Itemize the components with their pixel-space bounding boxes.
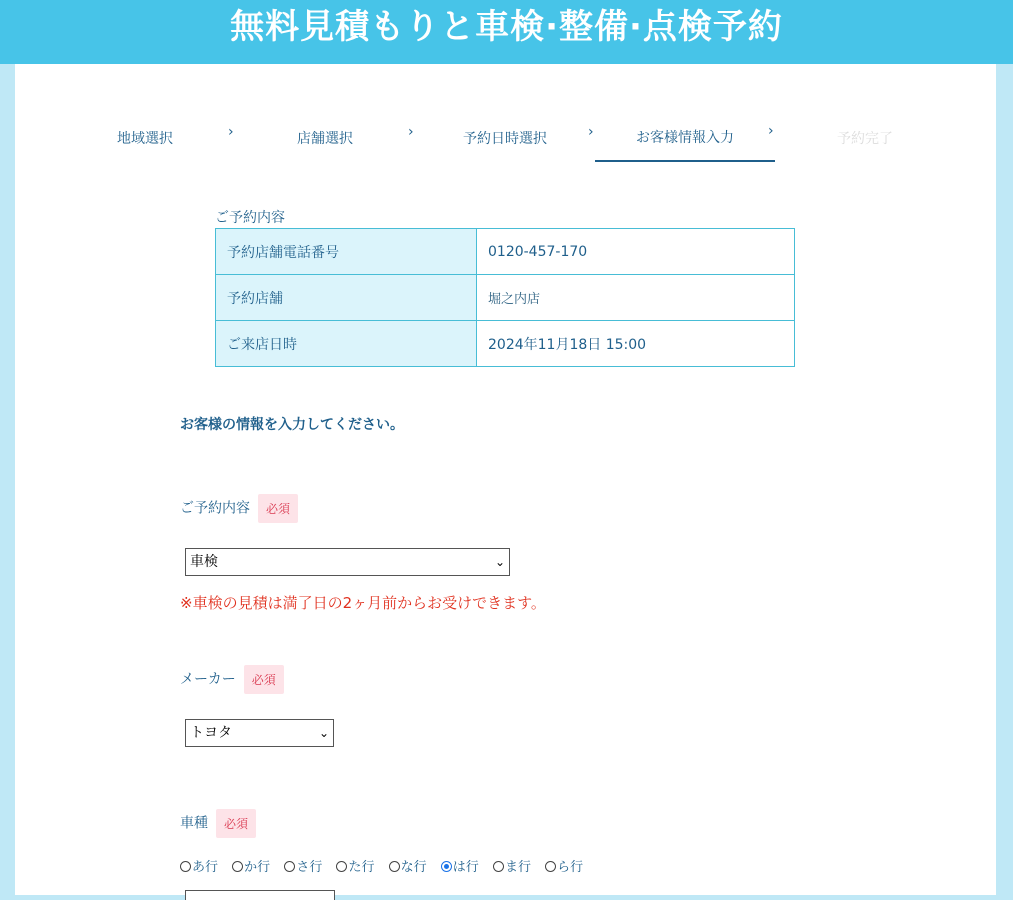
reservation-datetime-value: 2024年11月18日 15:00 [477,321,795,367]
reservation-type-label-text: ご予約内容 [180,500,250,517]
kana-radio-ha[interactable]: は行 [441,856,479,875]
chevron-down-icon: ⌄ [318,726,329,740]
radio-icon [545,861,556,872]
step-customer-info: お客様情報入力 [636,130,734,146]
step-store: 店舗選択 [297,131,353,147]
table-row [216,275,795,321]
table-row [216,321,795,367]
reservation-type-select[interactable] [185,548,510,576]
kana-radio-ma[interactable]: ま行 [493,856,531,875]
step-region: 地域選択 [117,131,173,147]
kana-radio-a[interactable]: あ行 [180,856,218,875]
radio-icon [284,861,295,872]
kana-radio-ra[interactable]: ら行 [545,856,583,875]
page-title: 無料見積もりと車検·整備·点検予約 [230,7,783,47]
maker-label-text: メーカー [180,671,236,688]
active-step-underline [595,160,775,162]
inspection-note: ※車検の見積は満了日の2ヶ月前からお受けできます。 [180,594,546,612]
page-header [0,0,1013,64]
form-instruction: お客様の情報を入力してください。 [180,417,404,433]
required-badge: 必須 [244,665,284,694]
radio-icon [493,861,504,872]
model-label [180,809,256,838]
model-label-text: 車種 [180,815,208,832]
radio-icon [232,861,243,872]
maker-label [180,665,284,694]
required-badge: 必須 [216,809,256,838]
required-badge: 必須 [258,494,298,523]
maker-selected: トヨタ [190,725,232,741]
reservation-store-value: 堀之内店 [477,275,795,321]
radio-icon [389,861,400,872]
kana-radio-ta[interactable]: た行 [336,856,374,875]
main-panel [15,64,996,895]
reservation-type-label [180,494,298,523]
model-select[interactable] [185,890,335,900]
table-row [216,229,795,275]
maker-select[interactable] [185,719,334,747]
progress-steps [15,64,996,174]
step-chevron-icon: › [408,124,414,140]
radio-icon [336,861,347,872]
kana-radio-na[interactable]: な行 [389,856,427,875]
step-chevron-icon: › [228,124,234,140]
step-datetime: 予約日時選択 [463,131,547,147]
radio-icon [180,861,191,872]
kana-radio-group [180,856,593,875]
kana-radio-ka[interactable]: か行 [232,856,270,875]
step-chevron-icon: › [588,124,594,140]
reservation-phone-label: 予約店舗電話番号 [216,229,477,275]
reservation-table [215,228,795,367]
reservation-type-selected: 車検 [190,554,218,570]
reservation-datetime-label: ご来店日時 [216,321,477,367]
kana-radio-sa[interactable]: さ行 [284,856,322,875]
reservation-title: ご予約内容 [215,210,285,226]
radio-selected-icon [441,861,452,872]
reservation-store-label: 予約店舗 [216,275,477,321]
step-complete: 予約完了 [837,131,893,147]
step-chevron-icon: › [768,123,774,139]
reservation-phone-value: 0120-457-170 [477,229,795,275]
chevron-down-icon: ⌄ [494,555,505,569]
